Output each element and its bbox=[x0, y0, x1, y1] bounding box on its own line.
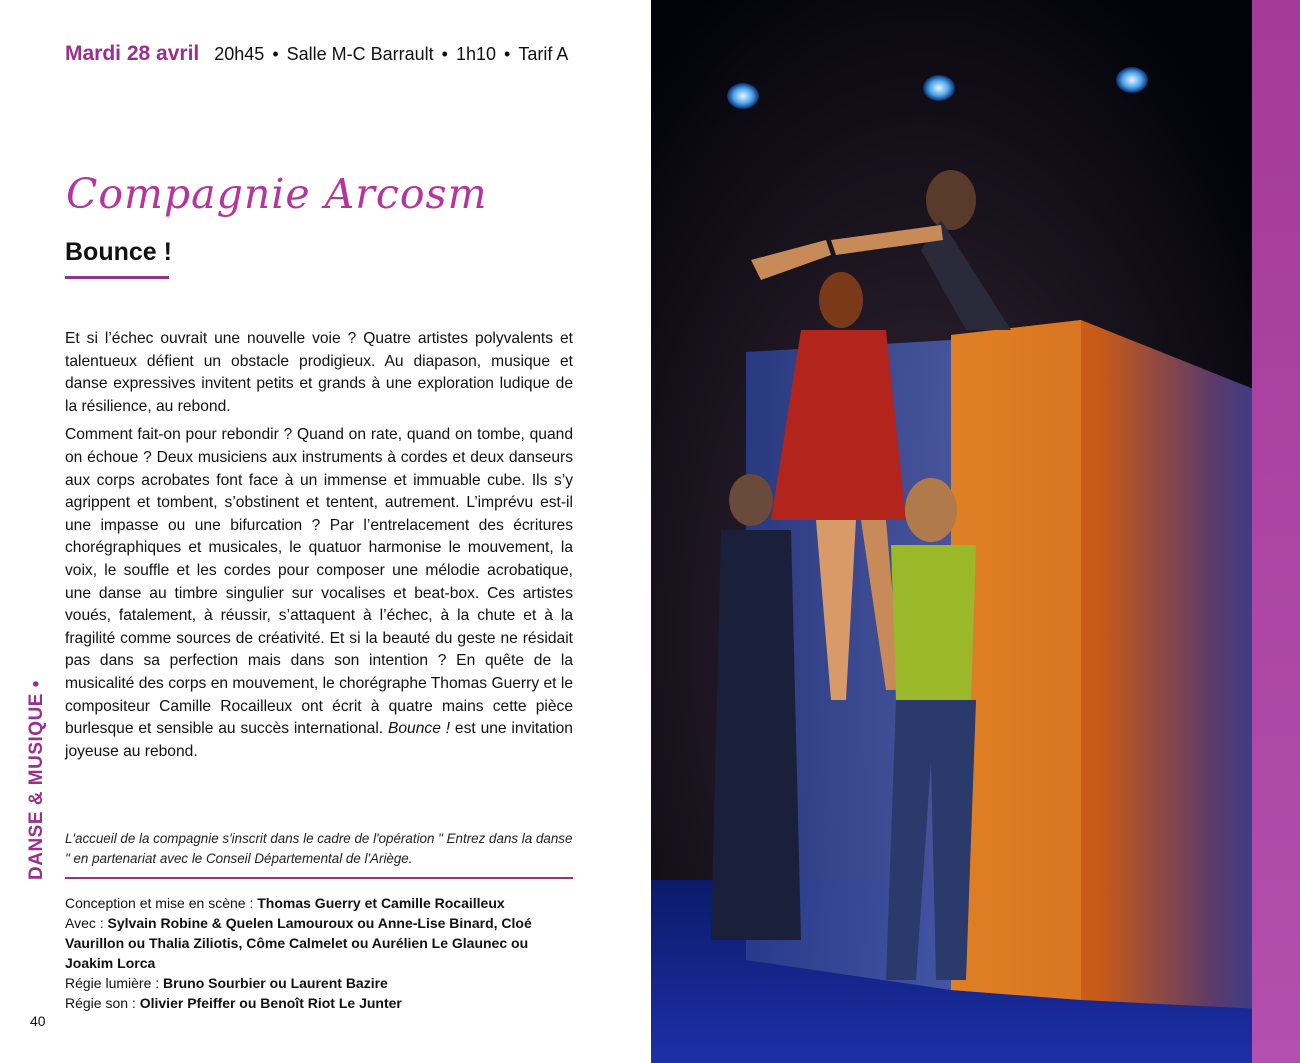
separator-dot: • bbox=[272, 44, 279, 64]
credit-line bbox=[65, 893, 573, 913]
credit-line bbox=[65, 973, 573, 993]
stage-light bbox=[1116, 67, 1148, 93]
paragraph-text: Comment fait-on pour rebondir ? Quand on rate, quand on tombe, quand on échoue ? Deux musiciens aux instruments à cordes et deux danseurs aux corps acrobates font face à un immense et immuable cube. Ils s’y agrippent et tombent, s’obstinent et tentent, autrement. L’imprévu est-il une impasse ou une bifurcation ? Par l’entrelacement des écritures chorégraphiques et musicales, le quatuor harmonise le mouvement, la voix, le souffle et les cordes pour composer une mélodie acrobatique, une danse au timbre singulier sur vocalises et beat-box. Ces artistes voués, fatalement, à réussir, s’attaquent à l’échec, à la chute et à la fragilité comme sources de créativité. Et si la beauté du geste ne résidait pas dans sa perfection mais dans son intention ? En quête de la musicalité des corps en mouvement, le chorégraphe Thomas Guerry et le compositeur Camille Rocailleux ont écrit à quatre mains cette pièce burlesque et sensible au succès international. bbox=[65, 426, 573, 738]
note-divider bbox=[65, 877, 573, 879]
event-tarif: Tarif A bbox=[518, 44, 569, 64]
separator-dot: • bbox=[504, 44, 511, 64]
credit-label: Régie son : bbox=[65, 995, 140, 1011]
stage-light bbox=[727, 83, 759, 109]
credit-value: Sylvain Robine & Quelen Lamouroux ou Anne-Lise Binard, Cloé Vaurillon ou Thalia Ziliotis, Côme Calmelet ou Aurélien Le Glaunec ou Joakim Lorca bbox=[65, 915, 532, 971]
event-info-line bbox=[65, 42, 568, 66]
title-underline bbox=[65, 276, 169, 279]
credit-label: Avec : bbox=[65, 915, 108, 931]
credit-value: Olivier Pfeiffer ou Benoît Riot Le Junter bbox=[139, 995, 402, 1011]
description-paragraph-1: Et si l’échec ouvrait une nouvelle voie ? Quatre artistes polyvalents et talentueux défient un obstacle prodigieux. Au diapason, musique et danse expressives invitent petits et grands à une exploration ludique de la résilience, au rebond. bbox=[65, 330, 573, 415]
separator-dot: • bbox=[441, 44, 448, 64]
side-color-bar bbox=[1252, 0, 1300, 1063]
credit-line bbox=[65, 913, 573, 973]
stage-light bbox=[923, 75, 955, 101]
event-date: Mardi 28 avril bbox=[65, 42, 200, 65]
category-label: DANSE & MUSIQUE • bbox=[26, 680, 47, 880]
show-title: Bounce ! bbox=[65, 238, 172, 266]
credit-value: Thomas Guerry et Camille Rocailleux bbox=[257, 895, 505, 911]
event-venue: Salle M-C Barrault bbox=[286, 44, 434, 64]
performance-photo bbox=[651, 0, 1252, 1063]
performer-back bbox=[711, 474, 801, 940]
description-paragraph-2 bbox=[65, 424, 573, 763]
show-title-inline: Bounce ! bbox=[387, 720, 451, 738]
credit-label: Régie lumière : bbox=[65, 975, 164, 991]
description bbox=[65, 328, 573, 769]
partnership-note: L'accueil de la compagnie s'inscrit dans le cadre de l'opération " Entrez dans la danse " en partenariat avec le Conseil Départemental de l'Ariège. bbox=[65, 831, 573, 866]
company-name: Compagnie Arcosm bbox=[66, 170, 488, 218]
credits bbox=[65, 893, 573, 1013]
page-number: 40 bbox=[30, 1013, 46, 1029]
event-time: 20h45 bbox=[214, 44, 265, 64]
event-duration: 1h10 bbox=[455, 44, 497, 64]
credit-label: Conception et mise en scène : bbox=[65, 895, 258, 911]
paragraph-text-end: est une invitation joyeuse au rebond. bbox=[65, 720, 573, 760]
credit-value: Bruno Sourbier ou Laurent Bazire bbox=[163, 975, 388, 991]
credit-line bbox=[65, 993, 573, 1013]
